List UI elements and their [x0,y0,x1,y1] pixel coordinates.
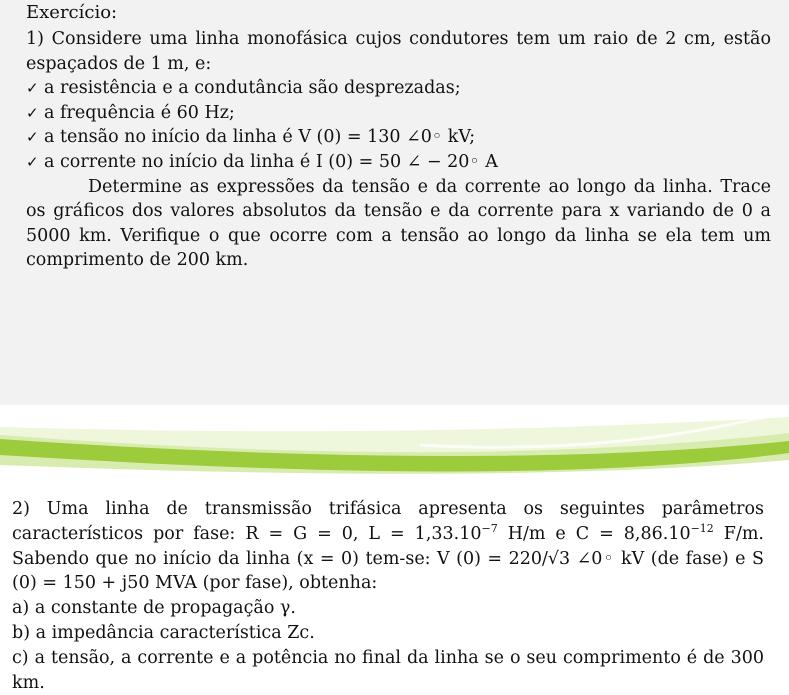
exercise-2-item-b: b) a impedância característica Zc. [12,622,315,643]
exercise-1-item: ✓ a corrente no início da linha é I (0) = 50 ∠ − 20◦ A [26,150,771,175]
exercise-2-item-a: a) a constante de propagação γ. [12,598,296,619]
checkmark-icon: ✓ [26,152,39,171]
exercise-1 [26,27,771,273]
exercise-1-item: ✓ a tensão no início da linha é V (0) = 130 ∠0◦ kV; [26,125,771,150]
checkmark-icon: ✓ [26,128,39,147]
checkmark-icon: ✓ [26,79,39,98]
exercise-1-intro: 1) Considere uma linha monofásica cujos condutores tem um raio de 2 cm, estão espaçados de 1 m, e: [26,29,771,74]
checkmark-icon: ✓ [26,103,39,122]
exercise-1-item: ✓ a resistência e a condutância são desprezadas; [26,76,771,101]
exercise-2 [12,497,764,695]
exercise-1-task: Determine as expressões da tensão e da corrente ao longo da linha. Trace os gráficos dos valores absolutos da tensão e da corrente para x variando de 0 a 5000 km. Verifique o que ocorre com a tensão ao longo da linha se ela tem um comprimento de 200 km. [26,176,771,271]
exercise-2-item-c: c) a tensão, a corrente e a potência no final da linha se o seu comprimento é de 300 km. [12,647,764,693]
exercise-header: Exercício: [26,2,118,23]
decorative-wave [0,405,789,490]
exercise-2-intro: 2) Uma linha de transmissão trifásica apresenta os seguintes parâmetros característicos por fase: R = G = 0, $L = 1,33.10^{-7}$ H/m e $C = 8,86.10^{-12}$ F/m. Sabendo que no início da linha (x = 0) tem-se: V (0) = 220/√3 ∠0◦ kV (de fase) e S (0) = 150 + j50 MVA (por fase), obtenha: [12,499,764,594]
exercise-1-item: ✓ a frequência é 60 Hz; [26,101,771,126]
